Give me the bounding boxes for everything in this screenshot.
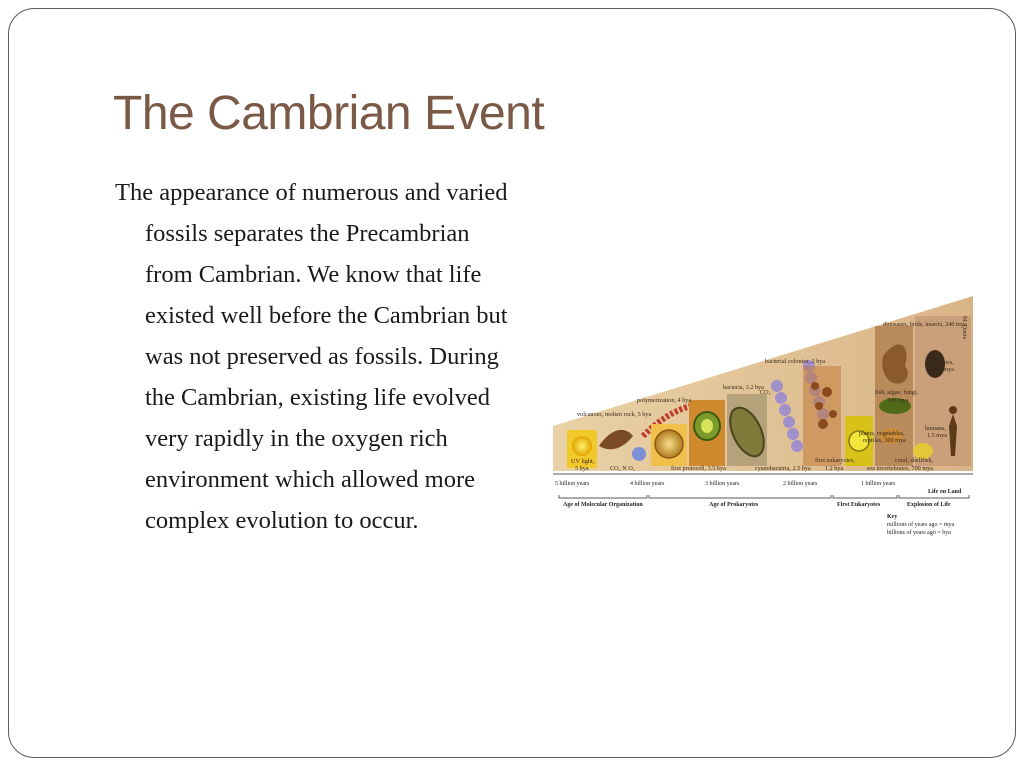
bacterium-core-icon bbox=[701, 419, 713, 433]
slide-body bbox=[115, 172, 515, 541]
human-head-icon bbox=[949, 406, 957, 414]
label-bacteria: bacteria, 3.2 bya bbox=[723, 384, 764, 391]
label-humans-age: 1.5 mya bbox=[927, 432, 947, 439]
timeline-tick: 1 billion years bbox=[861, 481, 896, 487]
age-bracket bbox=[833, 495, 897, 498]
label-uv-light: UV light, bbox=[571, 458, 595, 465]
label-eukaryotes-age: 1.2 bya bbox=[825, 465, 844, 472]
timeline-tick: 4 billion years bbox=[630, 481, 665, 487]
body-paragraph: The appearance of numerous and varied fossils separates the Precambrian from Cambrian. We know that life existed well before the Cambrian but was not preserved as fossils. During the Cambrian, existing life evolved very rapidly in the oxygen rich environment which allowed more complex evolution to occur. bbox=[115, 179, 508, 534]
molecule-icon bbox=[632, 447, 646, 461]
label-fish: fish, algae, fungi, bbox=[875, 389, 919, 396]
sun-icon bbox=[572, 436, 592, 456]
label-plants: plants, vegetables, bbox=[859, 430, 905, 437]
age-label: Age of Prokaryotes bbox=[709, 502, 759, 508]
label-co2: CO₂ bbox=[760, 389, 771, 396]
timeline-illustration bbox=[553, 296, 973, 542]
age-label: Age of Molecular Organization bbox=[563, 502, 643, 508]
label-plants-age: reptiles, 300 mya bbox=[863, 437, 906, 444]
timeline-tick: 5 billion years bbox=[555, 481, 590, 487]
age-bracket bbox=[899, 495, 969, 498]
label-colonies: bacterial colonies, 2 bya bbox=[765, 358, 826, 365]
key-line: millions of years ago = mya bbox=[887, 522, 955, 528]
label-cyanobacteria: cyanobacteria, 2.5 bya bbox=[755, 465, 811, 472]
label-protocell: first protocell, 3.5 bya bbox=[671, 465, 726, 472]
label-humans: humans, bbox=[925, 425, 946, 432]
age-label: Explosion of Life bbox=[907, 502, 951, 508]
label-polymerization: polymerization, 4 bya bbox=[637, 397, 692, 404]
age-bracket bbox=[559, 495, 647, 498]
label-gases: CO₂ N O₂ bbox=[610, 465, 635, 472]
label-signature: M. Davis bbox=[961, 316, 968, 340]
age-bracket bbox=[649, 495, 831, 498]
label-dinosaurs: dinosaurs, birds, insects, 240 mya bbox=[883, 321, 967, 328]
evolution-timeline-figure bbox=[553, 296, 973, 542]
key-line: billions of years ago = bya bbox=[887, 530, 951, 536]
protocell-icon bbox=[655, 430, 683, 458]
label-uv-light-age: 5 bya bbox=[575, 465, 589, 472]
label-coral: coral, shellfish, bbox=[895, 457, 933, 464]
age-label: First Eukaryotes bbox=[837, 502, 881, 508]
label-fish-age: 700 mya bbox=[887, 397, 909, 404]
life-on-land-label: Life on Land bbox=[928, 489, 962, 495]
label-eukaryotes: first eukaryotes, bbox=[815, 457, 855, 464]
label-sea-invertebrates: sea invertebrates, 700 mya bbox=[867, 465, 933, 472]
label-volcanoes: volcanoes, molten rock, 5 bya bbox=[577, 411, 652, 418]
timeline-tick: 2 billion years bbox=[783, 481, 818, 487]
key-title: Key bbox=[887, 514, 898, 520]
slide-title: The Cambrian Event bbox=[113, 87, 545, 140]
timeline-tick: 3 billion years bbox=[705, 481, 740, 487]
label-primates-age: 65.0 mya bbox=[931, 366, 955, 373]
label-primates: primates, bbox=[931, 359, 954, 366]
